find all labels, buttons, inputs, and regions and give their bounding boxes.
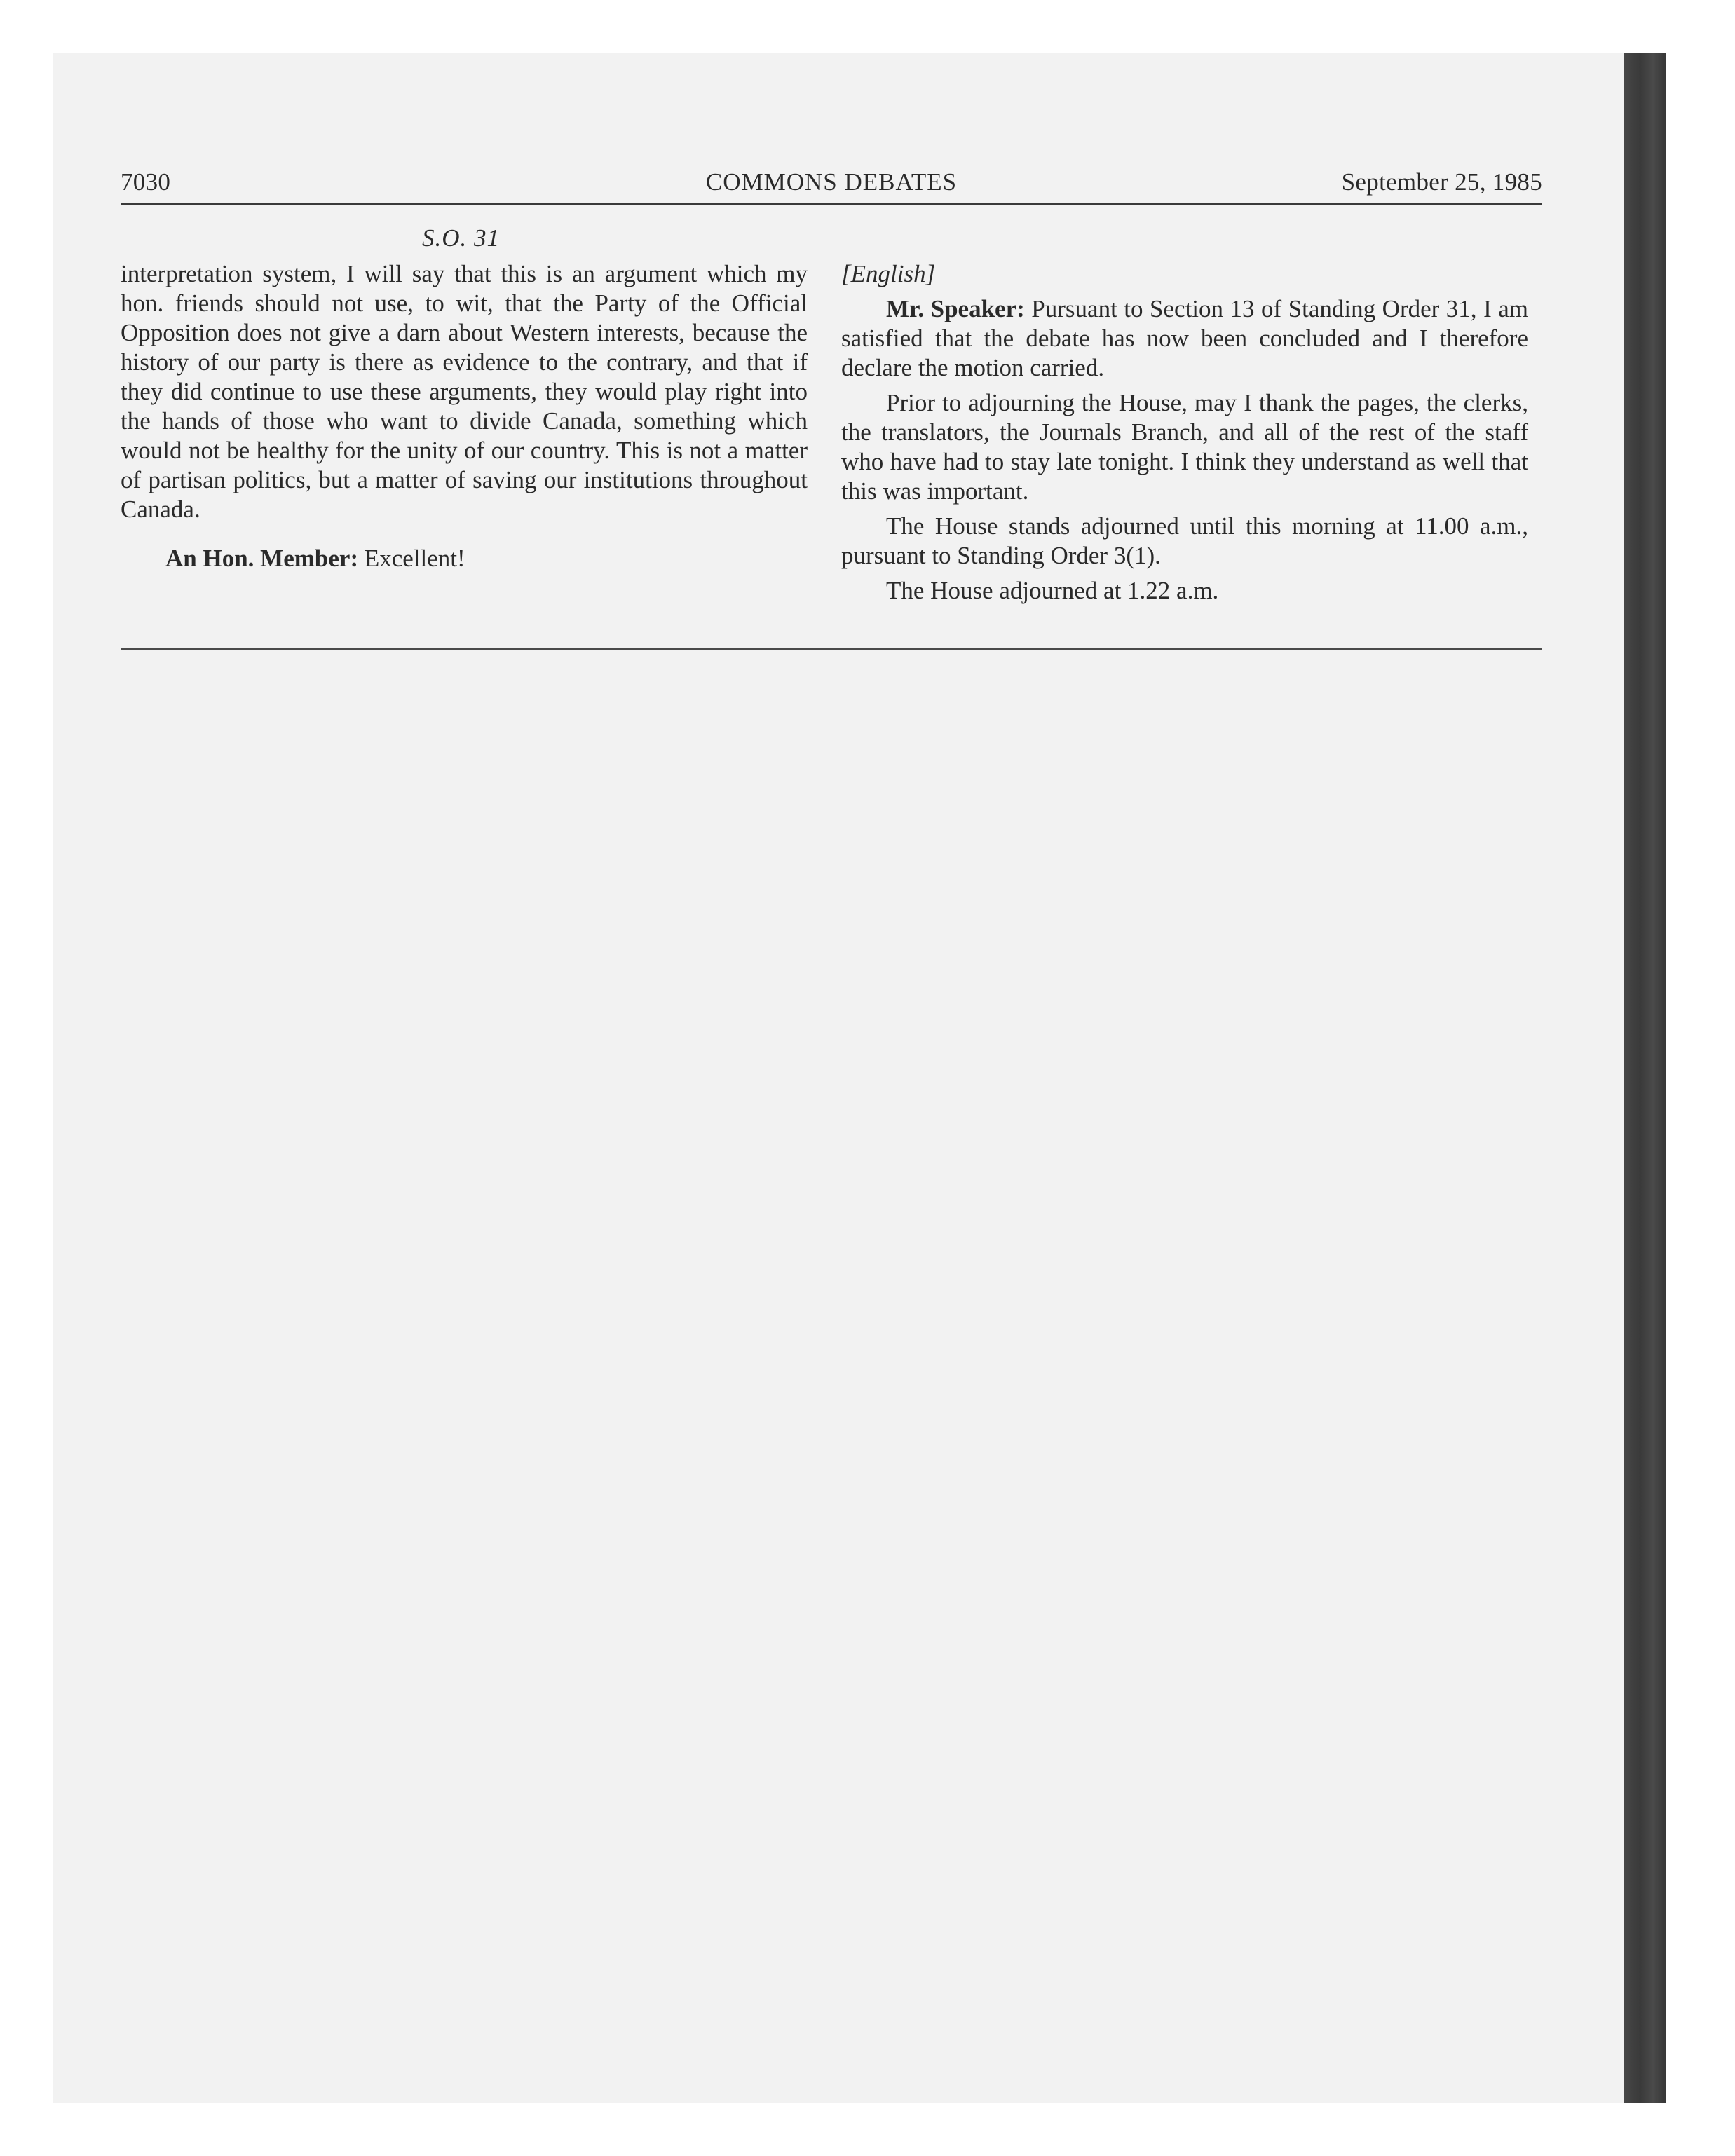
interjection-text: Excellent! <box>358 545 465 572</box>
right-paragraph-4: The House adjourned at 1.22 a.m. <box>886 577 1219 604</box>
running-head <box>121 168 1542 203</box>
binding-edge-shadow <box>1624 53 1666 2103</box>
right-paragraph-3: The House stands adjourned until this morning at 11.00 a.m., pursuant to Standing Order 3(1). <box>841 512 1528 569</box>
issue-date: September 25, 1985 <box>1341 168 1542 196</box>
section-marker: S.O. 31 <box>422 224 501 252</box>
speaker-name: An Hon. Member: <box>165 545 359 572</box>
left-paragraph-1: interpretation system, I will say that this is an argument which my hon. friends should not use, to wit, that the Party of the Official Opposition does not give a darn about Western interests, because the history of our party is there as evidence to the contrary, and that if they did continue to use these arguments, they would play right into the hands of those who want to divide Canada, something which would not be healthy for the unity of our country. This is not a matter of partisan politics, but a matter of saving our institutions throughout Canada. <box>121 260 808 523</box>
speaker-text: Pursuant to Section 13 of Standing Order 31, I am satisfied that the debate has now been concluded and I therefore declare the motion carried. <box>841 295 1528 381</box>
header-rule <box>121 203 1542 205</box>
speaker-paragraph <box>841 294 1528 383</box>
left-column <box>121 259 808 579</box>
right-column <box>841 259 1528 611</box>
language-tag: [English] <box>841 260 936 287</box>
page-number: 7030 <box>121 168 171 196</box>
right-paragraph-2: Prior to adjourning the House, may I thank the pages, the clerks, the translators, the Journals Branch, and all of the rest of the staff who have had to stay late tonight. I think they understand as well that this was important. <box>841 389 1528 505</box>
closing-rule <box>121 648 1542 650</box>
speaker-name: Mr. Speaker: <box>886 295 1025 322</box>
interjection-paragraph <box>121 544 808 573</box>
journal-title: COMMONS DEBATES <box>705 168 958 196</box>
